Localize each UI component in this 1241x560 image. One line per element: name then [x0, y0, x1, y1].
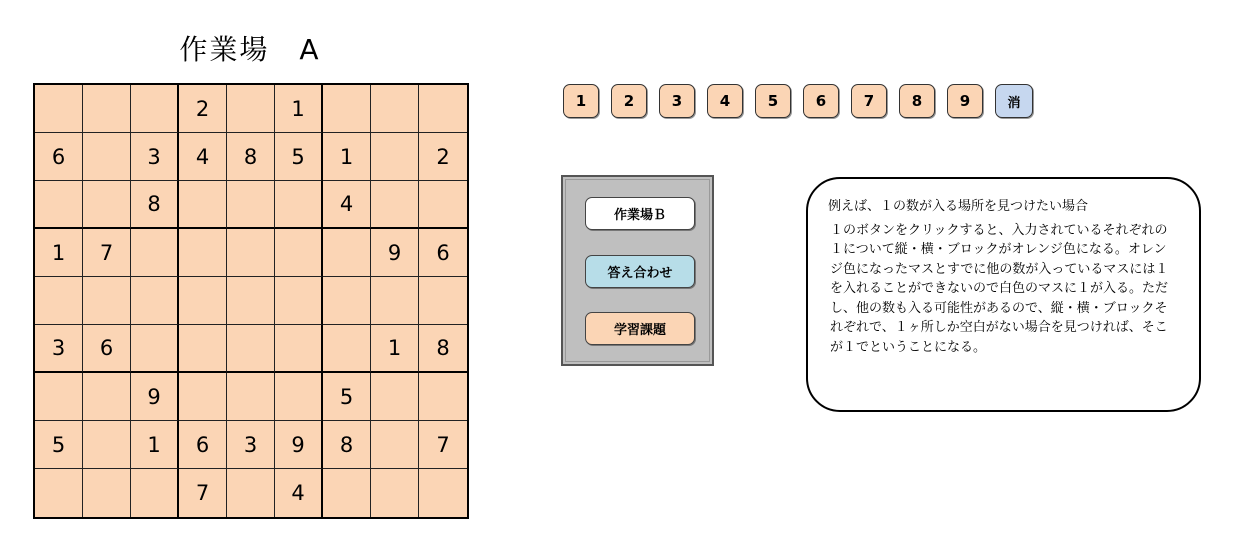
sudoku-cell[interactable] [371, 421, 419, 469]
number-button-2[interactable]: 2 [611, 84, 647, 118]
sudoku-cell[interactable] [275, 181, 323, 229]
action-panel [561, 175, 714, 366]
sudoku-cell[interactable]: 8 [131, 181, 179, 229]
sudoku-cell[interactable] [275, 277, 323, 325]
number-button-4[interactable]: 4 [707, 84, 743, 118]
sudoku-cell[interactable] [35, 373, 83, 421]
sudoku-cell[interactable]: 9 [275, 421, 323, 469]
sudoku-cell[interactable] [83, 85, 131, 133]
sudoku-cell[interactable]: 8 [323, 421, 371, 469]
sudoku-cell[interactable]: 6 [35, 133, 83, 181]
sudoku-cell[interactable]: 1 [131, 421, 179, 469]
sudoku-cell[interactable] [35, 181, 83, 229]
sudoku-cell[interactable]: 7 [179, 469, 227, 517]
sudoku-cell[interactable]: 4 [275, 469, 323, 517]
sudoku-cell[interactable] [35, 85, 83, 133]
sudoku-cell[interactable] [227, 469, 275, 517]
sudoku-cell[interactable] [83, 277, 131, 325]
sudoku-cell[interactable] [323, 277, 371, 325]
sudoku-cell[interactable]: 7 [419, 421, 467, 469]
sudoku-cell[interactable]: 6 [83, 325, 131, 373]
sudoku-cell[interactable] [227, 325, 275, 373]
sudoku-cell[interactable] [35, 277, 83, 325]
sudoku-cell[interactable] [131, 277, 179, 325]
sudoku-cell[interactable]: 6 [419, 229, 467, 277]
sudoku-cell[interactable] [131, 469, 179, 517]
sudoku-cell[interactable] [227, 181, 275, 229]
sudoku-cell[interactable] [179, 181, 227, 229]
sudoku-cell[interactable]: 9 [131, 373, 179, 421]
sudoku-grid [33, 83, 469, 519]
sudoku-cell[interactable] [227, 373, 275, 421]
sudoku-cell[interactable] [131, 85, 179, 133]
sudoku-cell[interactable] [179, 277, 227, 325]
sudoku-cell[interactable] [275, 373, 323, 421]
sudoku-cell[interactable] [179, 325, 227, 373]
sudoku-cell[interactable] [323, 229, 371, 277]
sudoku-cell[interactable]: 2 [179, 85, 227, 133]
sudoku-cell[interactable] [371, 373, 419, 421]
hint-note [806, 177, 1201, 412]
sudoku-cell[interactable]: 3 [35, 325, 83, 373]
sudoku-cell[interactable]: 4 [179, 133, 227, 181]
sudoku-cell[interactable]: 1 [35, 229, 83, 277]
sudoku-cell[interactable] [131, 229, 179, 277]
sudoku-cell[interactable] [371, 133, 419, 181]
sudoku-cell[interactable]: 3 [131, 133, 179, 181]
sudoku-cell[interactable] [419, 181, 467, 229]
sudoku-cell[interactable] [227, 277, 275, 325]
workspace-b-button[interactable]: 作業場Ｂ [585, 197, 695, 230]
number-button-5[interactable]: 5 [755, 84, 791, 118]
sudoku-cell[interactable] [179, 229, 227, 277]
sudoku-cell[interactable] [419, 373, 467, 421]
check-answers-button[interactable]: 答え合わせ [585, 255, 695, 288]
sudoku-cell[interactable] [323, 469, 371, 517]
sudoku-cell[interactable]: 1 [323, 133, 371, 181]
sudoku-cell[interactable] [83, 181, 131, 229]
number-button-row [563, 84, 1033, 118]
sudoku-cell[interactable] [275, 229, 323, 277]
sudoku-cell[interactable] [83, 373, 131, 421]
number-button-8[interactable]: 8 [899, 84, 935, 118]
sudoku-cell[interactable] [419, 85, 467, 133]
sudoku-cell[interactable] [227, 229, 275, 277]
sudoku-cell[interactable] [323, 85, 371, 133]
sudoku-cell[interactable]: 7 [83, 229, 131, 277]
workspace-title: 作業場 A [179, 33, 321, 66]
erase-button[interactable]: 消 [995, 84, 1033, 118]
hint-note-body: １のボタンをクリックすると、入力されているそれぞれの１について縦・横・ブロックがオレンジ色になる。オレンジ色になったマスとすでに他の数が入っているマスには１を入れることができないので白色のマスに１が入る。ただし、他の数も入る可能性があるので、縦・横・ブロックそれぞれで、１ヶ所しか空白がない場合を見つければ、そこが１でということになる。 [830, 222, 1169, 355]
sudoku-cell[interactable] [371, 85, 419, 133]
number-button-6[interactable]: 6 [803, 84, 839, 118]
sudoku-cell[interactable]: 9 [371, 229, 419, 277]
sudoku-cell[interactable]: 2 [419, 133, 467, 181]
number-button-7[interactable]: 7 [851, 84, 887, 118]
sudoku-cell[interactable] [419, 469, 467, 517]
sudoku-cell[interactable] [35, 469, 83, 517]
number-button-1[interactable]: 1 [563, 84, 599, 118]
sudoku-cell[interactable]: 6 [179, 421, 227, 469]
sudoku-cell[interactable] [83, 133, 131, 181]
sudoku-cell[interactable]: 3 [227, 421, 275, 469]
assignment-button[interactable]: 学習課題 [585, 312, 695, 345]
sudoku-cell[interactable] [419, 277, 467, 325]
sudoku-cell[interactable]: 5 [323, 373, 371, 421]
sudoku-cell[interactable] [83, 469, 131, 517]
sudoku-cell[interactable] [179, 373, 227, 421]
sudoku-cell[interactable]: 8 [419, 325, 467, 373]
sudoku-cell[interactable] [323, 325, 371, 373]
sudoku-cell[interactable] [83, 421, 131, 469]
sudoku-cell[interactable]: 8 [227, 133, 275, 181]
hint-note-title: 例えば、１の数が入る場所を見つけたい場合 [828, 199, 1089, 214]
sudoku-cell[interactable]: 1 [371, 325, 419, 373]
sudoku-cell[interactable] [371, 277, 419, 325]
sudoku-cell[interactable] [227, 85, 275, 133]
number-button-3[interactable]: 3 [659, 84, 695, 118]
number-button-9[interactable]: 9 [947, 84, 983, 118]
sudoku-cell[interactable]: 5 [275, 133, 323, 181]
sudoku-cell[interactable]: 1 [275, 85, 323, 133]
sudoku-cell[interactable]: 5 [35, 421, 83, 469]
sudoku-cell[interactable] [275, 325, 323, 373]
sudoku-cell[interactable]: 4 [323, 181, 371, 229]
sudoku-cell[interactable] [371, 469, 419, 517]
sudoku-cell[interactable] [131, 325, 179, 373]
sudoku-cell[interactable] [371, 181, 419, 229]
